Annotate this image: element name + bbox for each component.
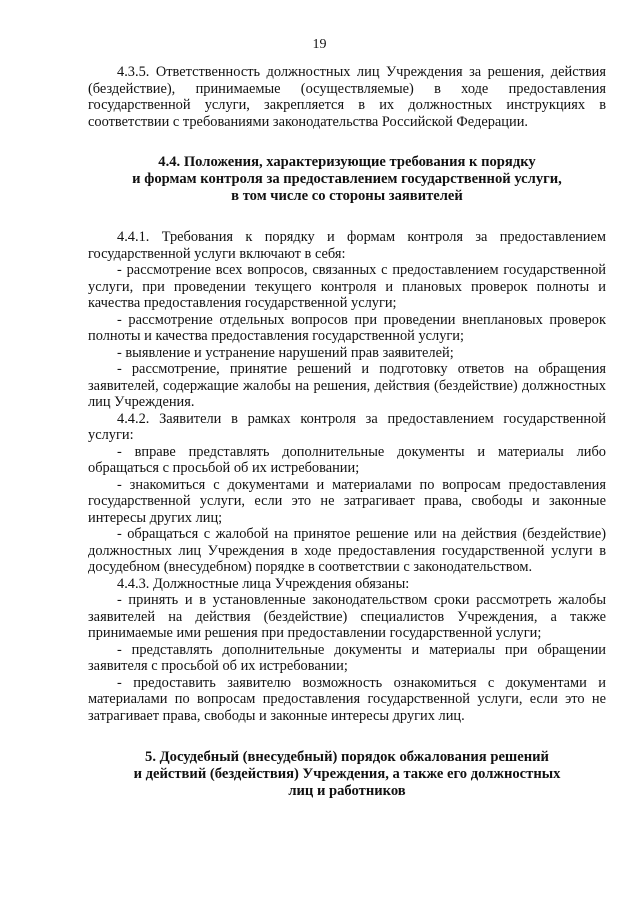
section-heading-4-4 [88, 154, 606, 205]
list-item: - принять и в установленные законодательством сроки рассмотреть жалобы заявителей на действия (бездействие) специалистов Учреждения, а также принимаемые ими решения при предоставлении государственной услуги; [88, 592, 606, 641]
page-number: 19 [312, 37, 327, 52]
section-heading-5 [88, 749, 606, 800]
list-item: - рассмотрение, принятие решений и подготовку ответов на обращения заявителей, содержащие жалобы на решения, действия (бездействие) должностных лиц Учреждения. [88, 361, 606, 410]
heading-line: в том числе со стороны заявителей [231, 188, 463, 204]
heading-line: 5. Досудебный (внесудебный) порядок обжалования решений [145, 749, 549, 765]
page-content [88, 64, 606, 800]
list-item: - выявление и устранение нарушений прав заявителей; [117, 344, 454, 361]
list-item: - знакомиться с документами и материалами по вопросам предоставления государственной услуги, если это не затрагивает права, свободы и законные интересы других лиц; [88, 476, 606, 526]
paragraph-4-4-1-intro: 4.4.1. Требования к порядку и формам контроля за предоставлением государственной услуги включают в себя: [88, 229, 606, 262]
paragraph-4-4-3-intro: 4.4.3. Должностные лица Учреждения обязаны: [117, 575, 410, 592]
heading-line: лиц и работников [288, 783, 406, 799]
heading-line: и формам контроля за предоставлением государственной услуги, [132, 171, 562, 187]
list-item: - обращаться с жалобой на принятое решение или на действия (бездействие) должностных лиц Учреждения в ходе предоставления государственной услуги в досудебном (внесудебном) порядке в соответствии с законодательством. [88, 526, 606, 575]
list-item: - предоставить заявителю возможность ознакомиться с документами и материалами по вопросам предоставления государственной услуги, если это не затрагивает права, свободы и законные интересы других лиц. [88, 674, 606, 724]
heading-line: и действий (бездействия) Учреждения, а также его должностных [133, 766, 561, 782]
list-item: - вправе представлять дополнительные документы и материалы либо обращаться с просьбой об их истребовании; [88, 443, 606, 476]
list-item: - рассмотрение отдельных вопросов при проведении внеплановых проверок полноты и качества предоставления государственной услуги; [88, 311, 606, 344]
paragraph-4-3-5: 4.3.5. Ответственность должностных лиц Учреждения за решения, действия (бездействие), принимаемые (осуществляемые) в ходе предоставления государственной услуги, закрепляется в их должностных инструкциях в соответствии с требованиями законодательства Российской Федерации. [88, 64, 606, 130]
list-item: - рассмотрение всех вопросов, связанных с предоставлением государственной услуги, при проведении текущего контроля и плановых проверок полноты и качества предоставления государственной услуги; [88, 262, 606, 311]
list-item: - представлять дополнительные документы и материалы при обращении заявителя с просьбой об их истребовании; [88, 641, 606, 674]
heading-line: 4.4. Положения, характеризующие требования к порядку [158, 154, 536, 170]
paragraph-4-4-2-intro: 4.4.2. Заявители в рамках контроля за предоставлением государственной услуги: [88, 410, 606, 443]
